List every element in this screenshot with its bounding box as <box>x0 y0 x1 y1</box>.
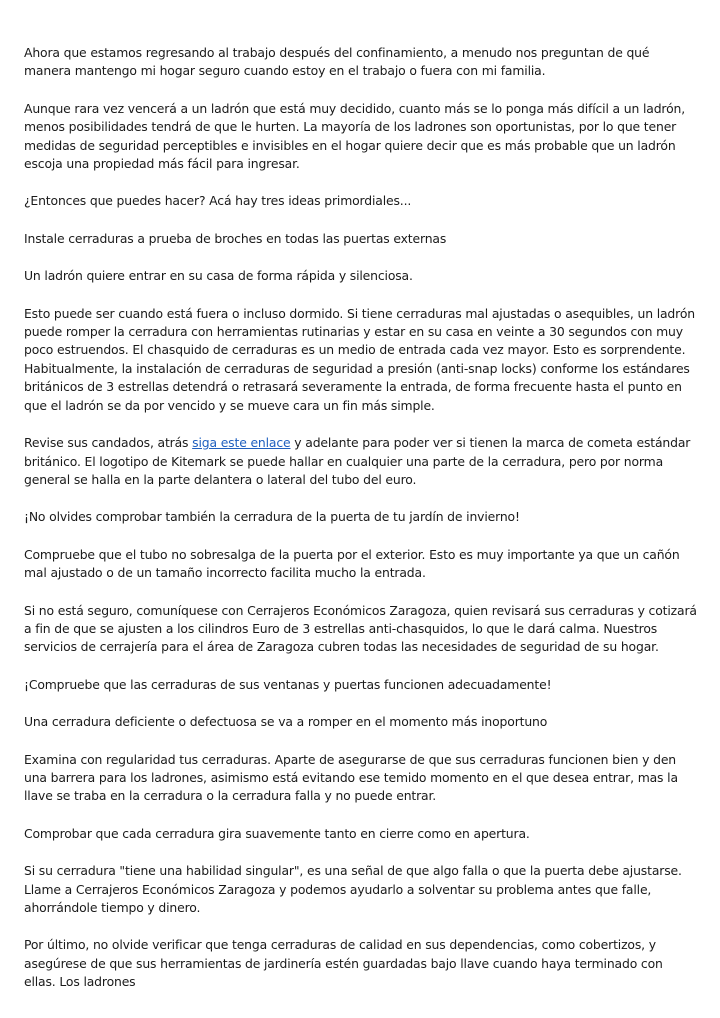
paragraph-intro: Ahora que estamos regresando al trabajo después del confinamiento, a menudo nos preguntan de qué manera mantengo mi hogar seguro cuando estoy en el trabajo o fuera con mi familia. <box>24 45 650 79</box>
paragraph-cylinder: Compruebe que el tubo no sobresalga de la puerta por el exterior. Esto es muy importante ya que un cañón mal ajustado o de un tamaño incorrecto facilita mucho la entrada. <box>24 546 680 581</box>
paragraph-kitemark-before: Revise sus candados, atrás <box>24 435 193 451</box>
paragraph-anti-snap-heading: Instale cerraduras a prueba de broches en todas las puertas externas <box>24 230 447 246</box>
paragraph-quick-entry: Un ladrón quiere entrar en su casa de forma rápida y silenciosa. <box>24 268 413 284</box>
paragraph-conservatory: ¡No olvides comprobar también la cerradura de la puerta de tu jardín de invierno! <box>24 509 520 525</box>
paragraph-examine-locks: Examina con regularidad tus cerraduras. Aparte de asegurarse de que sus cerraduras funcionen bien y den una barrera para los ladrones, asimismo está evitando ese temido momento en el que desea entrar, mas la llave se traba en la cerradura o la cerradura falla y no puede entrar. <box>24 751 678 804</box>
paragraph-singular-lock: Si su cerradura "tiene una habilidad singular", es una señal de que algo falla o que la puerta debe ajustarse. Llame a Cerrajeros Económicos Zaragoza y podemos ayudarlo a solventar su problema antes que falle, ahorrándole tiempo y dinero. <box>24 863 682 915</box>
paragraph-kitemark <box>24 434 698 489</box>
paragraph-faulty-lock: Una cerradura deficiente o defectuosa se va a romper en el momento más inoportuno <box>24 714 548 730</box>
paragraph-burglar-deterrence: Aunque rara vez vencerá a un ladrón que está muy decidido, cuanto más se lo ponga más difícil a un ladrón, menos posibilidades tendrá de que le hurten. La mayoría de los ladrones son oportunistas, por lo que tener medidas de seguridad perceptibles e invisibles en el hogar quiere decir que es más probable que un ladrón escoja una propiedad más fácil para ingresar. <box>24 100 686 172</box>
paragraph-outbuildings: Por último, no olvide verificar que tenga cerraduras de calidad en sus dependencias, como cobertizos, y asegúrese de que sus herramientas de jardinería estén guardadas bajo llave cuando haya terminado con ellas. Los ladrones <box>24 937 663 990</box>
document-page <box>24 44 698 992</box>
paragraph-smooth-turn: Comprobar que cada cerradura gira suavemente tanto en cierre como en apertura. <box>24 825 530 841</box>
follow-link[interactable]: siga este enlace <box>192 435 291 451</box>
paragraph-kitemark-after: y adelante para poder ver si tienen la marca de cometa estándar británico. El logotipo de Kitemark se puede hallar en cualquier una parte de la cerradura, pero por norma general se halla en la parte delantera o lateral del tubo del euro. <box>24 435 691 487</box>
paragraph-three-ideas: ¿Entonces que puedes hacer? Acá hay tres ideas primordiales... <box>24 193 412 209</box>
paragraph-check-windows: ¡Compruebe que las cerraduras de sus ventanas y puertas funcionen adecuadamente! <box>24 676 552 692</box>
paragraph-lock-snapping: Esto puede ser cuando está fuera o incluso dormido. Si tiene cerraduras mal ajustadas o asequibles, un ladrón puede romper la cerradura con herramientas rutinarias y estar en su casa en veinte a 30 segundos con muy poco estruendos. El chasquido de cerraduras es un medio de entrada cada vez mayor. Esto es sorprendente. Habitualmente, la instalación de cerraduras de seguridad a presión (anti-snap locks) conforme los estándares británicos de 3 estrellas detendrá o retrasará severamente la entrada, de forma frecuente hasta el punto en que el ladrón se da por vencido y se mueve cara un fin más simple. <box>24 305 695 413</box>
paragraph-contact-locksmith: Si no está seguro, comuníquese con Cerrajeros Económicos Zaragoza, quien revisará sus cerraduras y cotizará a fin de que se ajusten a los cilindros Euro de 3 estrellas anti-chasquidos, lo que le dará calma. Nuestros servicios de cerrajería para el área de Zaragoza cubren todas las necesidades de seguridad de su hogar. <box>24 602 697 655</box>
